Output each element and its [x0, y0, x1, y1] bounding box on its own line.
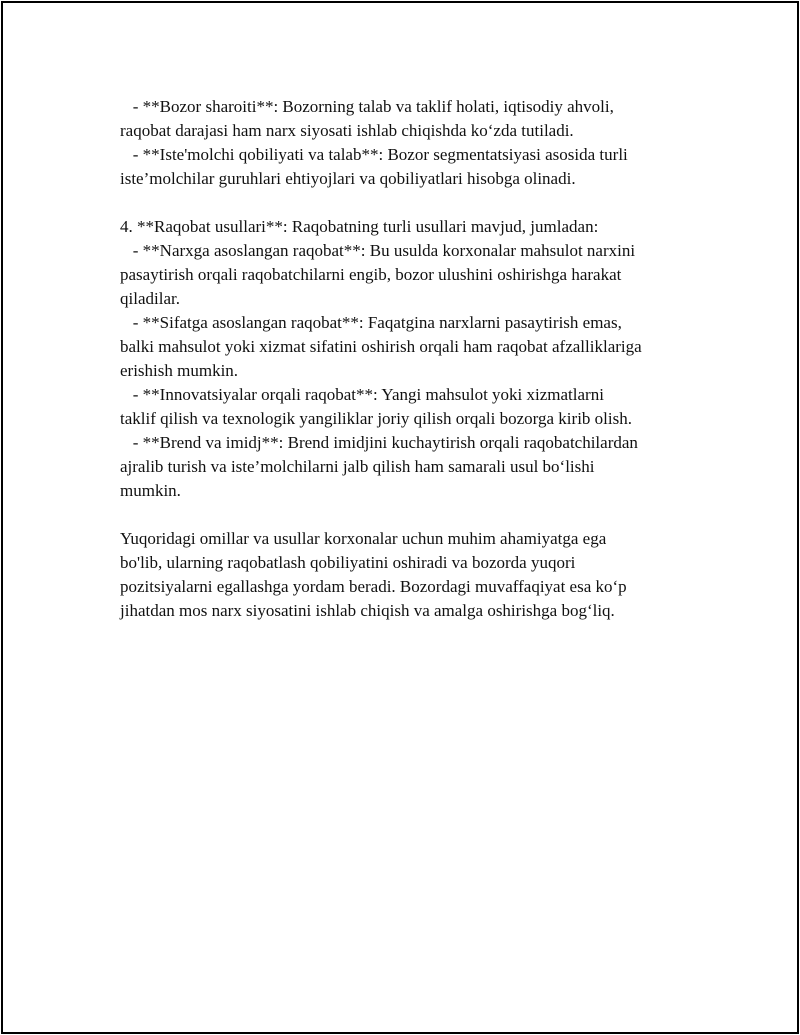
document-body [120, 95, 720, 623]
paragraph-gap [120, 503, 720, 527]
text-line: taklif qilish va texnologik yangiliklar joriy qilish orqali bozorga kirib olish. [120, 409, 632, 428]
text-line: pozitsiyalarni egallashga yordam beradi. Bozordagi muvaffaqiyat esa ko‘p [120, 577, 627, 596]
text-line: - **Narxga asoslangan raqobat**: Bu usulda korxonalar mahsulot narxini [120, 241, 636, 260]
page-frame [1, 1, 799, 1034]
text-line: jihatdan mos narx siyosatini ishlab chiqish va amalga oshirishga bog‘liq. [120, 601, 615, 620]
text-line: - **Iste'molchi qobiliyati va talab**: Bozor segmentatsiyasi asosida turli [120, 145, 628, 164]
text-line: erishish mumkin. [120, 361, 239, 380]
text-line: Yuqoridagi omillar va usullar korxonalar uchun muhim ahamiyatga ega [120, 529, 607, 548]
paragraph-gap [120, 191, 720, 215]
text-line: - **Bozor sharoiti**: Bozorning talab va taklif holati, iqtisodiy ahvoli, [120, 97, 614, 116]
text-line: bo'lib, ularning raqobatlash qobiliyatini oshiradi va bozorda yuqori [120, 553, 576, 572]
text-line: ajralib turish va iste’molchilarni jalb qilish ham samarali usul bo‘lishi [120, 457, 595, 476]
text-line: balki mahsulot yoki xizmat sifatini oshirish orqali ham raqobat afzalliklariga [120, 337, 642, 356]
text-line: qiladilar. [120, 289, 180, 308]
text-line: raqobat darajasi ham narx siyosati ishlab chiqishda ko‘zda tutiladi. [120, 121, 574, 140]
text-line: - **Innovatsiyalar orqali raqobat**: Yangi mahsulot yoki xizmatlarni [120, 385, 604, 404]
text-line: - **Brend va imidj**: Brend imidjini kuchaytirish orqali raqobatchilardan [120, 433, 638, 452]
text-line: - **Sifatga asoslangan raqobat**: Faqatgina narxlarni pasaytirish emas, [120, 313, 622, 332]
text-line: iste’molchilar guruhlari ehtiyojlari va qobiliyatlari hisobga olinadi. [120, 169, 576, 188]
text-line: mumkin. [120, 481, 181, 500]
text-line: 4. **Raqobat usullari**: Raqobatning turli usullari mavjud, jumladan: [120, 217, 599, 236]
text-line: pasaytirish orqali raqobatchilarni engib, bozor ulushini oshirishga harakat [120, 265, 622, 284]
